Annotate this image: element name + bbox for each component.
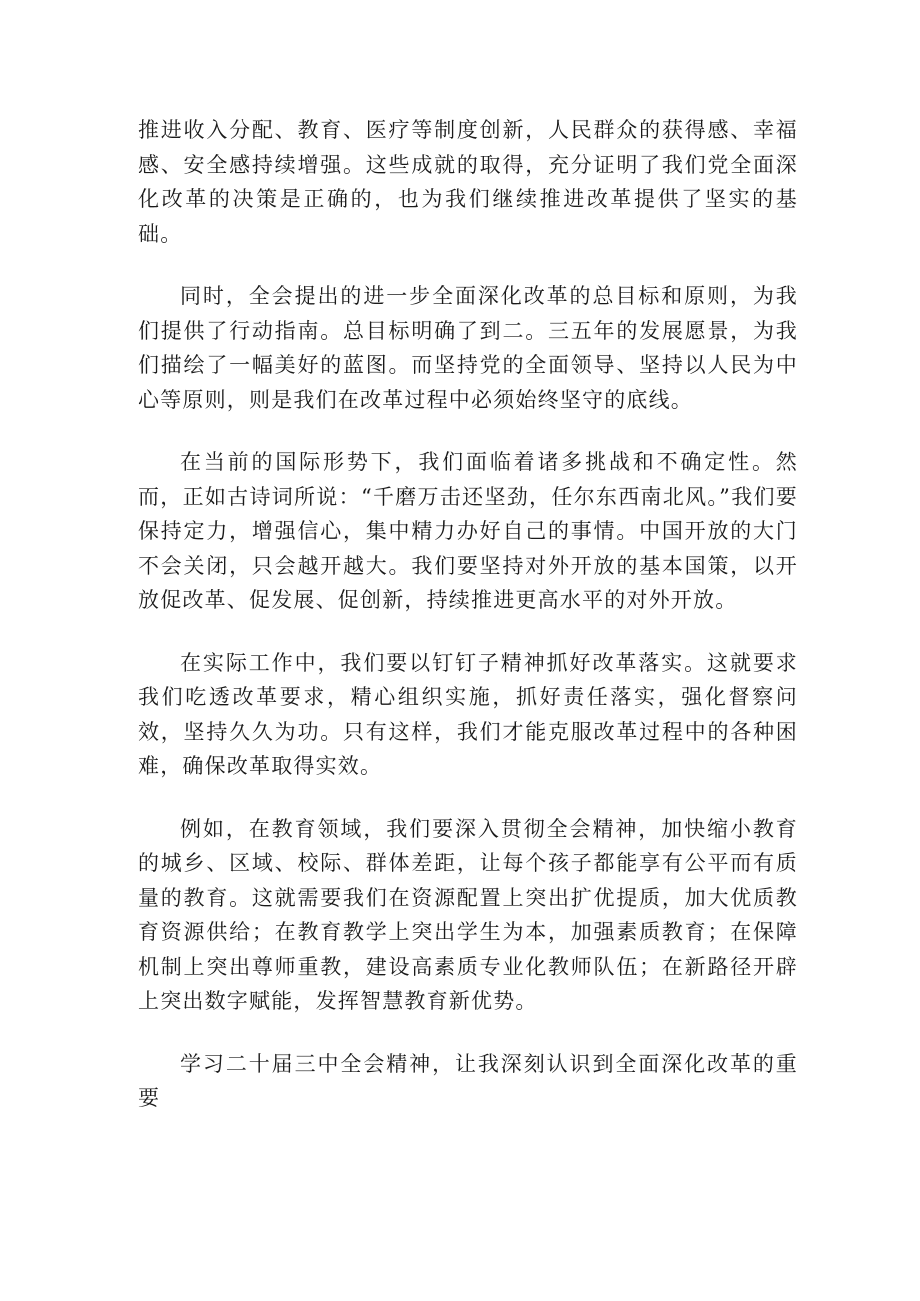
paragraph-1: 推进收入分配、教育、医疗等制度创新，人民群众的获得感、幸福感、安全感持续增强。这些成就的取得，充分证明了我们党全面深化改革的决策是正确的，也为我们继续推进改革提供了坚实的基础。	[138, 118, 798, 246]
paragraph-5: 例如，在教育领域，我们要深入贯彻全会精神，加快缩小教育的城乡、区域、校际、群体差距，让每个孩子都能享有公平而有质量的教育。这就需要我们在资源配置上突出扩优提质，加大优质教育资源供给；在教育教学上突出学生为本，加强素质教育；在保障机制上突出尊师重教，建设高素质专业化教师队伍；在新路径开辟上突出数字赋能，发挥智慧教育新优势。	[138, 816, 798, 1013]
paragraph-3: 在当前的国际形势下，我们面临着诸多挑战和不确定性。然而，正如古诗词所说：“千磨万击还坚劲，任尔东西南北风。”我们要保持定力，增强信心，集中精力办好自己的事情。中国开放的大门不会关闭，只会越开越大。我们要坚持对外开放的基本国策，以开放促改革、促发展、促创新，持续推进更高水平的对外开放。	[138, 450, 798, 612]
paragraph-4: 在实际工作中，我们要以钉钉子精神抓好改革落实。这就要求我们吃透改革要求，精心组织实施，抓好责任落实，强化督察问效，坚持久久为功。只有这样，我们才能克服改革过程中的各种困难，确保改革取得实效。	[138, 650, 798, 778]
document-body	[138, 113, 798, 1144]
paragraph-2: 同时，全会提出的进一步全面深化改革的总目标和原则，为我们提供了行动指南。总目标明确了到二。三五年的发展愿景，为我们描绘了一幅美好的蓝图。而坚持党的全面领导、坚持以人民为中心等原则，则是我们在改革过程中必须始终坚守的底线。	[138, 284, 798, 412]
paragraph-6: 学习二十届三中全会精神，让我深刻认识到全面深化改革的重要	[138, 1051, 798, 1110]
